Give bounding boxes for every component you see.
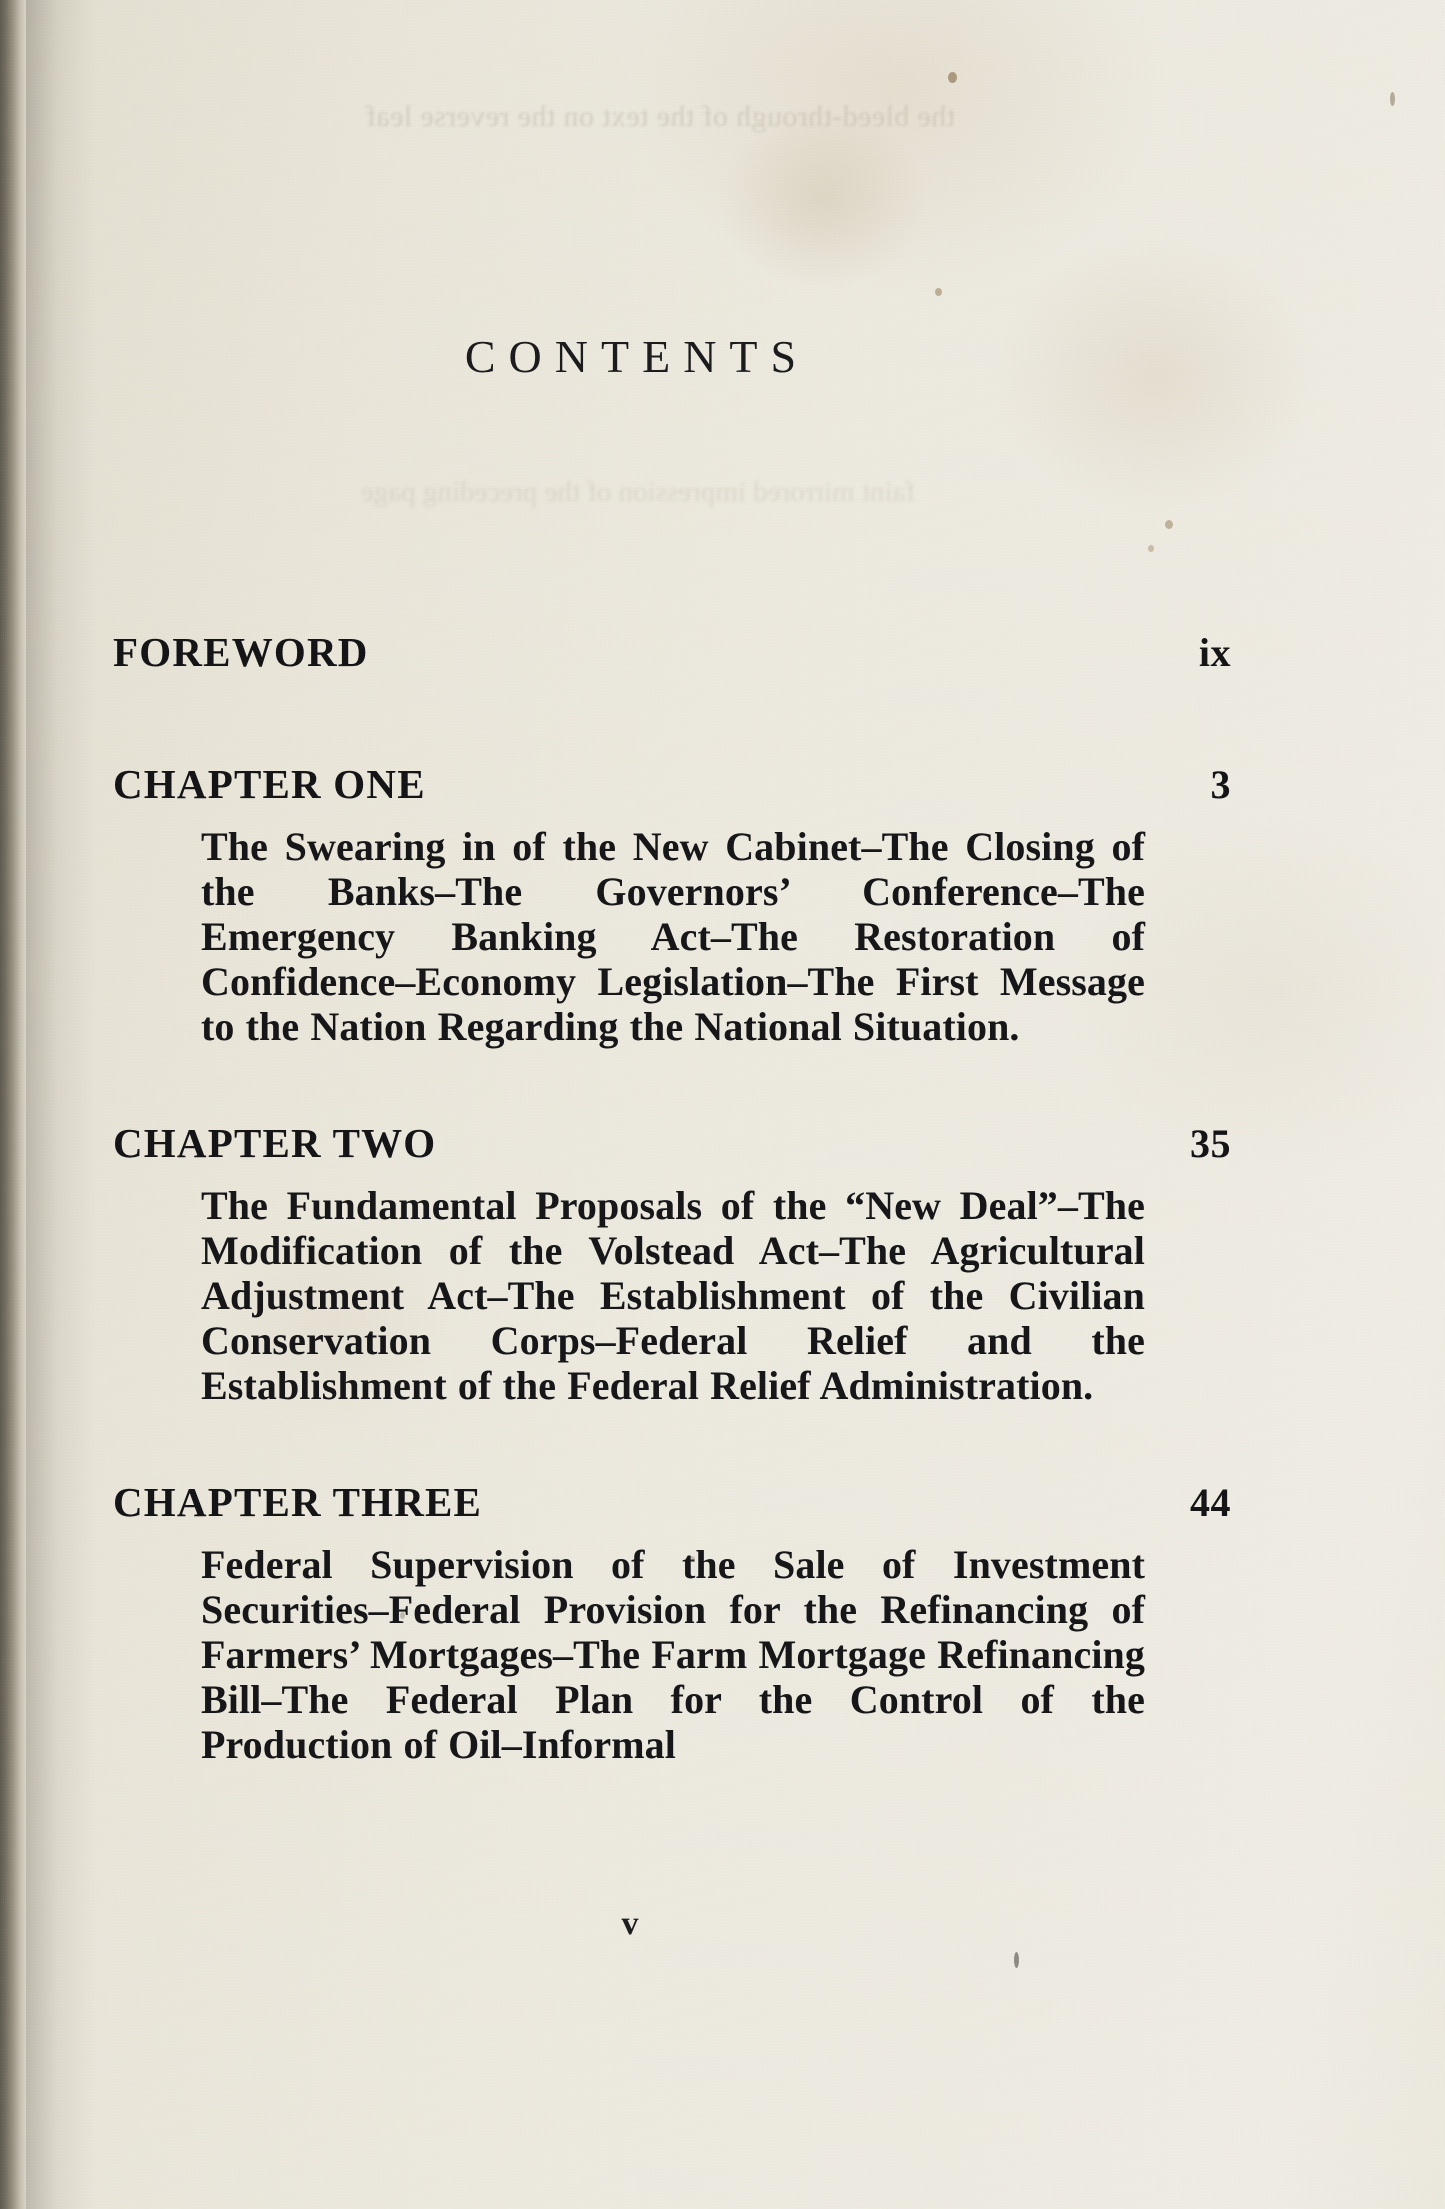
- toc-entry-head: [113, 630, 1235, 676]
- spacer: [113, 676, 1235, 762]
- toc-entry-title: CHAPTER THREE: [113, 1478, 483, 1525]
- spacer: [113, 1408, 1235, 1480]
- toc-entry-page-number: 3: [1210, 761, 1231, 807]
- toc-entry-title: FOREWORD: [113, 629, 369, 675]
- show-through-text-mid: faint mirrored impression of the preceding page: [360, 476, 915, 508]
- toc-entry-chapter-two[interactable]: [113, 1121, 1235, 1408]
- toc-entry-head: [113, 762, 1235, 808]
- toc-entry-page-number: 44: [1190, 1479, 1231, 1525]
- page-content: [113, 0, 1233, 2209]
- toc-entry-description: Federal Supervision of the Sale of Investment Securities–Federal Provision for the Refinancing of Farmers’ Mortgages–The Farm Mortgage Refinancing Bill–The Federal Plan for the Control of the Production of Oil–Informal: [201, 1541, 1145, 1767]
- binding-gutter: [0, 0, 26, 2209]
- spacer: [113, 1049, 1235, 1121]
- show-through-text-top: the bleed-through of the text on the reverse leaf: [365, 100, 955, 133]
- toc-entry-title: CHAPTER TWO: [113, 1119, 437, 1166]
- toc-entry-title: CHAPTER ONE: [113, 760, 426, 807]
- toc-entry-description: The Swearing in of the New Cabinet–The Closing of the Banks–The Governors’ Conference–The Emergency Banking Act–The Restoration of Confidence–Economy Legislation–The First Message to the Nation Regarding the National Situation.: [201, 823, 1145, 1049]
- page-title: CONTENTS: [464, 331, 810, 382]
- toc-entry-foreword[interactable]: [113, 630, 1235, 676]
- toc-entry-head: [113, 1480, 1235, 1526]
- paper-speck: [1390, 92, 1395, 106]
- toc-entry-head: [113, 1121, 1235, 1167]
- toc-entry-chapter-three[interactable]: [113, 1480, 1235, 1767]
- toc-entry-page-number: ix: [1198, 630, 1231, 675]
- toc-entry-description: The Fundamental Proposals of the “New Deal”–The Modification of the Volstead Act–The Agricultural Adjustment Act–The Establishment of the Civilian Conservation Corps–Federal Relief and the Establishment of the Federal Relief Administration.: [201, 1182, 1145, 1408]
- table-of-contents: [113, 630, 1235, 1767]
- page-folio: v: [621, 1905, 640, 1942]
- toc-entry-page-number: 35: [1190, 1120, 1231, 1166]
- toc-entry-chapter-one[interactable]: [113, 762, 1235, 1049]
- gutter-shadow: [26, 0, 96, 2209]
